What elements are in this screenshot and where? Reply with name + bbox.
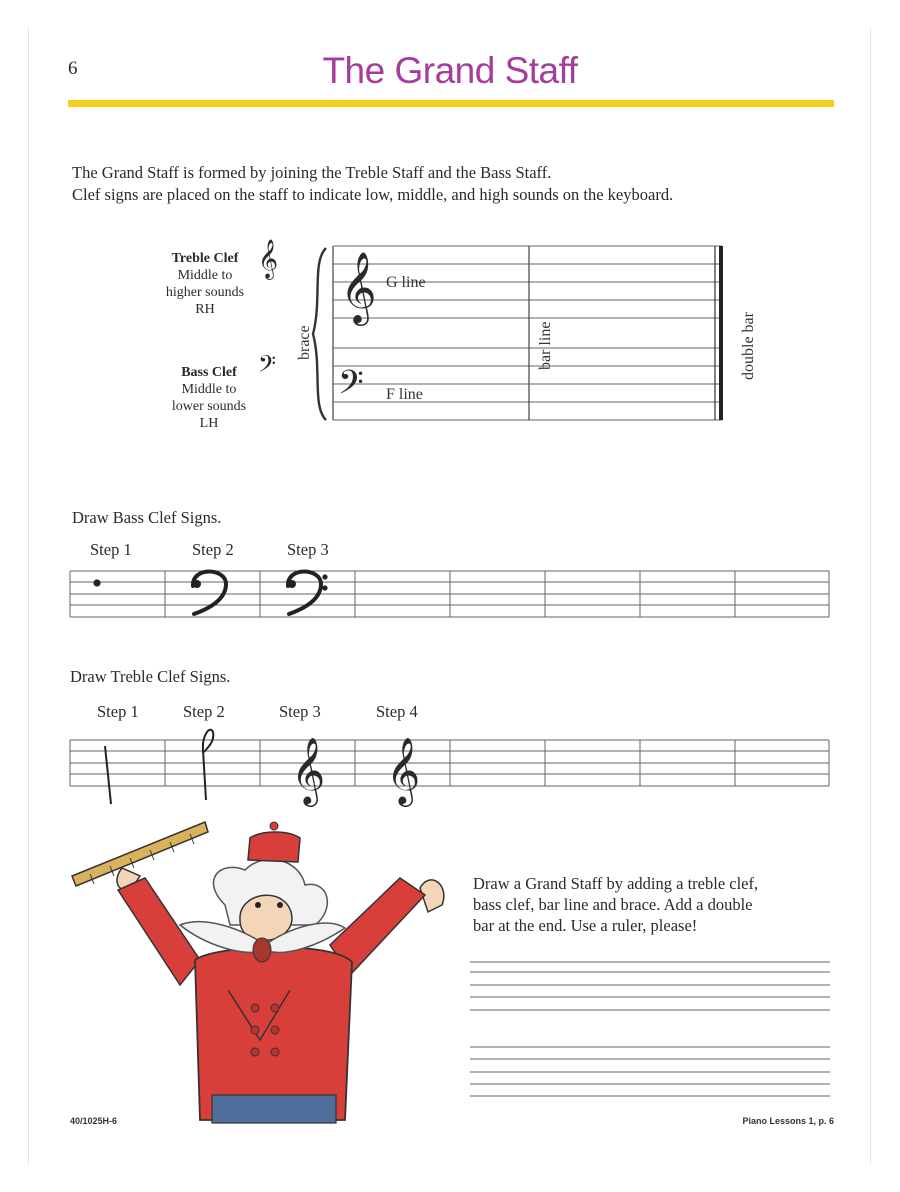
practice-upper-staff (470, 962, 830, 1010)
grand-staff-instructions-line-3: bar at the end. Use a ruler, please! (473, 916, 698, 935)
treble-step-3-label: Step 3 (279, 702, 321, 721)
bass-clef-hand: LH (199, 416, 219, 431)
treble-clef-desc-1: Middle to (177, 268, 233, 283)
footer-book-reference: Piano Lessons 1, p. 6 (742, 1116, 834, 1126)
intro-line-2: Clef signs are placed on the staff to indicate low, middle, and high sounds on the keyboard. (72, 185, 674, 204)
intro-line-1: The Grand Staff is formed by joining the Treble Staff and the Bass Staff. (72, 163, 552, 182)
treble-clef-desc-2: higher sounds (165, 285, 245, 300)
bass-step-3-label: Step 3 (287, 540, 329, 559)
treble-clef-hand: RH (195, 302, 215, 317)
bass-step-1-label: Step 1 (90, 540, 132, 559)
treble-step-4-label: Step 4 (376, 702, 418, 721)
treble-step-3-clef-icon: 𝄞 (291, 736, 326, 804)
staff-treble-clef-icon: 𝄞 (340, 250, 377, 323)
g-line-label: G line (386, 274, 426, 291)
brace-label: brace (296, 325, 313, 360)
page-title: The Grand Staff (322, 50, 578, 91)
grand-staff-instructions-line-2: bass clef, bar line and brace. Add a double (473, 895, 753, 914)
f-line-label: F line (386, 386, 423, 403)
bass-clef-name: Bass Clef (181, 365, 237, 380)
bass-step-2-label: Step 2 (192, 540, 234, 559)
grand-staff-instructions-line-1: Draw a Grand Staff by adding a treble clef, (473, 874, 759, 893)
double-bar-label: double bar (740, 312, 757, 380)
staff-bass-clef-icon: 𝄢 (338, 364, 364, 410)
practice-lower-staff (470, 1047, 830, 1096)
bass-clef-desc-1: Middle to (181, 382, 237, 397)
bass-exercise-heading: Draw Bass Clef Signs. (72, 508, 222, 527)
treble-step-2-label: Step 2 (183, 702, 225, 721)
bass-clef-desc-2: lower sounds (171, 399, 247, 414)
bass-clef-icon: 𝄢 (258, 350, 277, 383)
treble-exercise-heading: Draw Treble Clef Signs. (70, 667, 231, 686)
page-number: 6 (68, 58, 78, 79)
treble-step-4-clef-icon: 𝄞 (386, 736, 421, 804)
treble-step-1-label: Step 1 (97, 702, 139, 721)
treble-clef-icon: 𝄞 (258, 239, 279, 279)
bar-line-label: bar line (537, 321, 554, 370)
treble-clef-name: Treble Clef (171, 251, 239, 266)
footer-code: 40/1025H-6 (70, 1116, 118, 1126)
